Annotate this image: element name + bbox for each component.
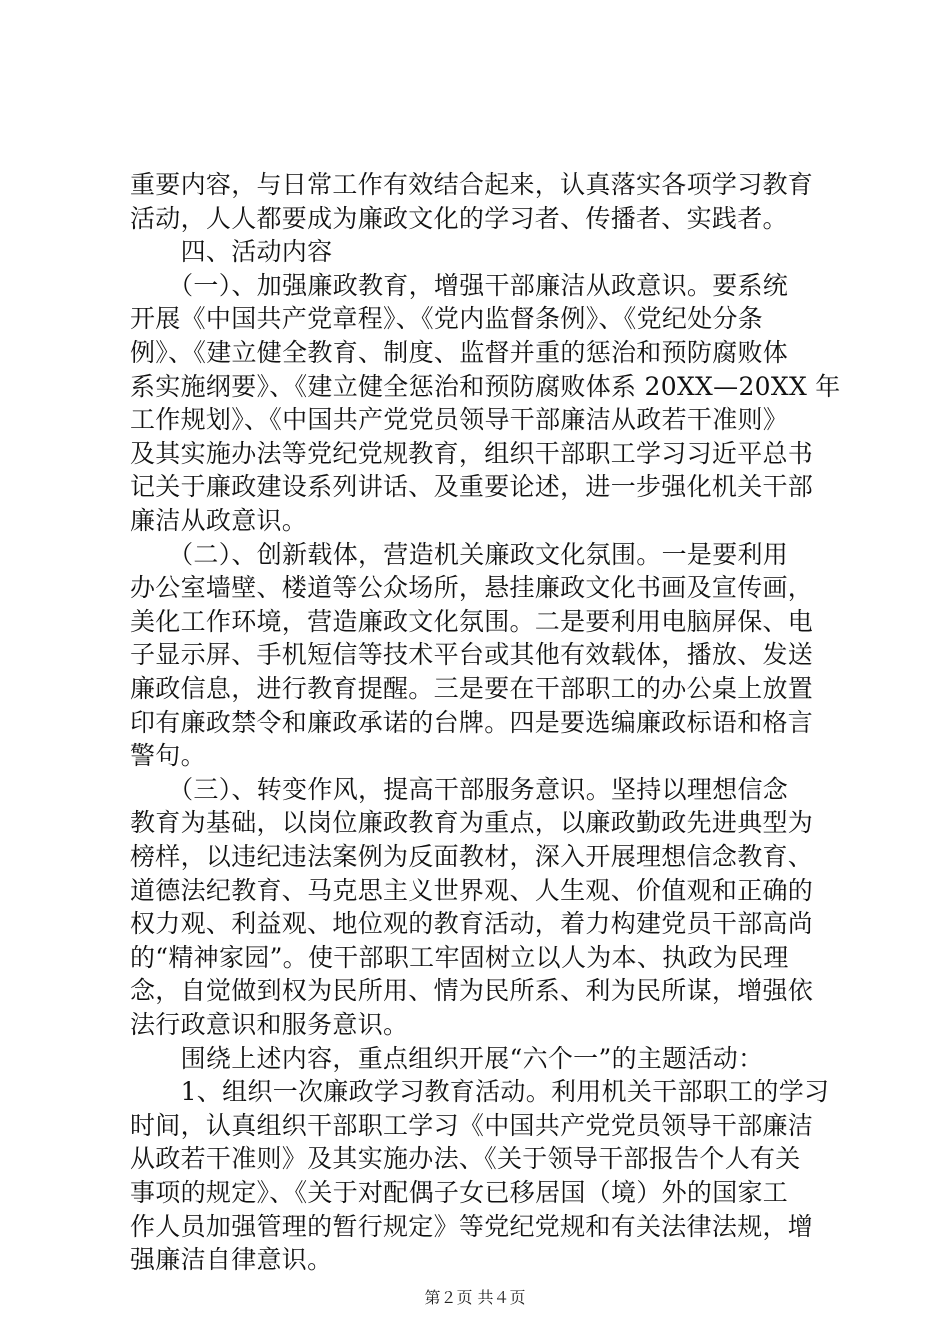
text-line: 道德法纪教育、马克思主义世界观、人生观、价值观和正确的	[130, 875, 814, 905]
text-line: 例》、《建立健全教育、制度、监督并重的惩治和预防腐败体	[130, 338, 789, 367]
text-line: 办公室墙壁、楼道等公众场所，悬挂廉政文化书画及宣传画，	[130, 573, 814, 603]
text-line: 1、组织一次廉政学习教育活动。利用机关干部职工的学习	[130, 1077, 830, 1107]
text-line: 从政若干准则》及其实施办法、《关于领导干部报告个人有关	[130, 1144, 801, 1174]
text-line: 工作规划》、《中国共产党党员领导干部廉洁从政若干准则》	[130, 405, 789, 435]
page-number: 第２页 共４页	[424, 1287, 526, 1307]
text-line: 事项的规定》、《关于对配偶子女已移居国（境）外的国家工	[130, 1178, 789, 1207]
text-line: 时间，认真组织干部职工学习《中国共产党党员领导干部廉洁	[130, 1110, 814, 1140]
text-line: （二）、创新载体，营造机关廉政文化氛围。一是要利用	[130, 539, 789, 569]
text-line: 记关于廉政建设系列讲话、及重要论述，进一步强化机关干部	[130, 472, 814, 502]
text-line: 系实施纲要》、《建立健全惩治和预防腐败体系 20XX—20XX 年	[130, 371, 841, 401]
text-line: （三）、转变作风，提高干部服务意识。坚持以理想信念	[130, 774, 789, 804]
text-line: 美化工作环境，营造廉政文化氛围。二是要利用电脑屏保、电	[130, 606, 814, 636]
text-line: 廉政信息，进行教育提醒。三是要在干部职工的办公桌上放置	[130, 674, 814, 703]
text-line: 法行政意识和服务意识。	[130, 1010, 409, 1039]
text-line: 念，自觉做到权为民所用、情为民所系、利为民所谋，增强依	[130, 976, 814, 1006]
text-line: 活动，人人都要成为廉政文化的学习者、传播者、实践者。	[130, 203, 788, 233]
text-line: 围绕上述内容，重点组织开展“六个一”的主题活动：	[130, 1043, 764, 1073]
text-line: 子显示屏、手机短信等技术平台或其他有效载体，播放、发送	[130, 640, 814, 670]
text-line: 强廉洁自律意识。	[130, 1245, 333, 1275]
text-line: （一）、加强廉政教育，增强干部廉洁从政意识。要系统	[130, 270, 789, 300]
text-line: 廉洁从政意识。	[130, 506, 308, 535]
text-line: 及其实施办法等党纪党规教育，组织干部职工学习习近平总书	[130, 438, 814, 468]
text-line: 警句。	[130, 741, 206, 771]
text-line: 开展《中国共产党章程》、《党内监督条例》、《党纪处分条	[130, 304, 764, 334]
section-heading: 四、活动内容	[130, 237, 333, 267]
text-line: 教育为基础，以岗位廉政教育为重点，以廉政勤政先进典型为	[130, 808, 814, 838]
text-line: 印有廉政禁令和廉政承诺的台牌。四是要选编廉政标语和格言	[130, 707, 814, 737]
text-line: 作人员加强管理的暂行规定》等党纪党规和有关法律法规，增	[130, 1211, 814, 1241]
text-line: 的“精神家园”。使干部职工牢固树立以人为本、执政为民理	[130, 942, 789, 972]
text-line: 重要内容，与日常工作有效结合起来，认真落实各项学习教育	[130, 170, 814, 199]
text-line: 权力观、利益观、地位观的教育活动，着力构建党员干部高尚	[130, 909, 814, 939]
text-line: 榜样，以违纪违法案例为反面教材，深入开展理想信念教育、	[130, 842, 814, 871]
